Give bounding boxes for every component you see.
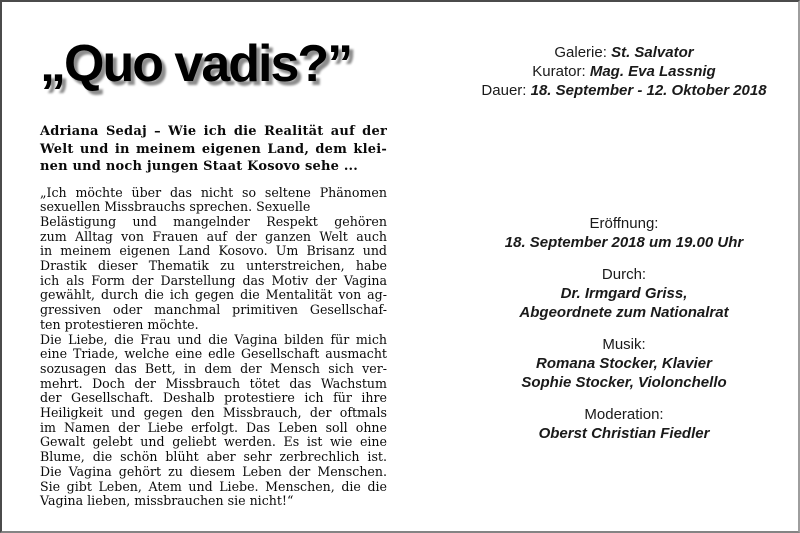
event-section (465, 214, 783, 252)
info-line (465, 81, 783, 100)
intro-line: Welt und in meinem eigenen Land, dem klei- (40, 141, 387, 157)
gallery-info-block (465, 43, 783, 100)
event-section (465, 335, 783, 392)
info-value: St. Salvator (611, 44, 694, 61)
body-line: gressiven oder manchmal primitiven Gesellschaf- (40, 302, 387, 318)
info-value: 18. September - 12. Oktober 2018 (530, 82, 767, 99)
info-line (465, 43, 783, 62)
section-value: 18. September 2018 um 19.00 Uhr (504, 234, 744, 251)
body-line: gewählt, durch die ich gegen die Mentalität von ag- (40, 287, 387, 303)
intro-line: nen und noch jungen Staat Kosovo sehe ... (40, 159, 358, 174)
body-line: Drastik dieser Thematik zu unterstreichen, habe (40, 258, 387, 274)
section-label: Moderation: (584, 406, 664, 423)
body-line: Die Liebe, die Frau und die Vagina bilden für mich (40, 331, 387, 347)
intro-line: Adriana Sedaj – Wie ich die Realität auf der (40, 124, 387, 139)
intro-paragraph (40, 123, 387, 176)
section-label: Eröffnung: (589, 215, 659, 232)
body-text (40, 186, 387, 509)
body-line: Heiligkeit und gegen den Missbrauch, der oftmals (40, 405, 387, 421)
section-label: Musik: (602, 336, 646, 353)
body-line: ten protestieren möchte. (40, 316, 199, 332)
section-value: Dr. Irmgard Griss, (560, 285, 688, 302)
body-line: Vagina lieben, missbrauchen sie nicht!“ (40, 493, 294, 509)
body-line: mehrt. Doch der Missbrauch tötet das Wachstum (40, 375, 387, 391)
event-details-block (465, 214, 783, 443)
info-value: Mag. Eva Lassnig (589, 63, 716, 80)
body-line: eine Triade, welche eine edle Gesellschaft ausmacht (40, 346, 387, 362)
section-value: Oberst Christian Fiedler (538, 425, 710, 442)
section-value: Abgeordnete zum Nationalrat (519, 304, 729, 321)
body-line: Belästigung und mangelnder Respekt gehören (40, 213, 387, 229)
section-value: Sophie Stocker, Violonchello (521, 374, 727, 391)
body-line: sexuellen Missbrauchs sprechen. Sexuelle (40, 199, 311, 215)
body-line: Die Vagina gehört zu diesem Leben der Menschen. (40, 463, 387, 479)
body-line: Sie gibt Leben, Atem und Liebe. Menschen, die die (40, 478, 387, 494)
page-title: „Quo vadis?” (40, 35, 352, 93)
body-line: „Ich möchte über das nicht so seltene Phänomen (40, 184, 387, 200)
info-label: Kurator: (532, 63, 586, 80)
left-column (40, 36, 387, 509)
section-label: Durch: (601, 266, 647, 283)
body-line: in meinem eigenen Land Kosovo. Um Brisanz und (40, 243, 387, 259)
body-line: Blume, die schön blüht aber sehr zerbrechlich ist. (40, 449, 387, 465)
info-line (465, 62, 783, 81)
body-line: zum Alltag von Frauen auf der ganzen Welt auch (40, 228, 387, 244)
event-section (465, 265, 783, 322)
body-line: Gewalt gelebt und geliebt werden. Es ist wie eine (40, 434, 387, 450)
body-line: im Namen der Liebe erfolgt. Das Leben soll ohne (40, 419, 387, 435)
event-section (465, 405, 783, 443)
body-line: sozusagen das Bett, in dem der Mensch sich ver- (40, 360, 387, 376)
body-line: ich als Form der Darstellung das Motiv der Vagina (40, 272, 387, 288)
info-label: Galerie: (554, 44, 607, 61)
section-value: Romana Stocker, Klavier (536, 355, 712, 372)
info-label: Dauer: (481, 82, 527, 99)
body-line: der Gesellschaft. Deshalb protestiere ich für ihre (40, 390, 387, 406)
right-column (465, 43, 783, 456)
